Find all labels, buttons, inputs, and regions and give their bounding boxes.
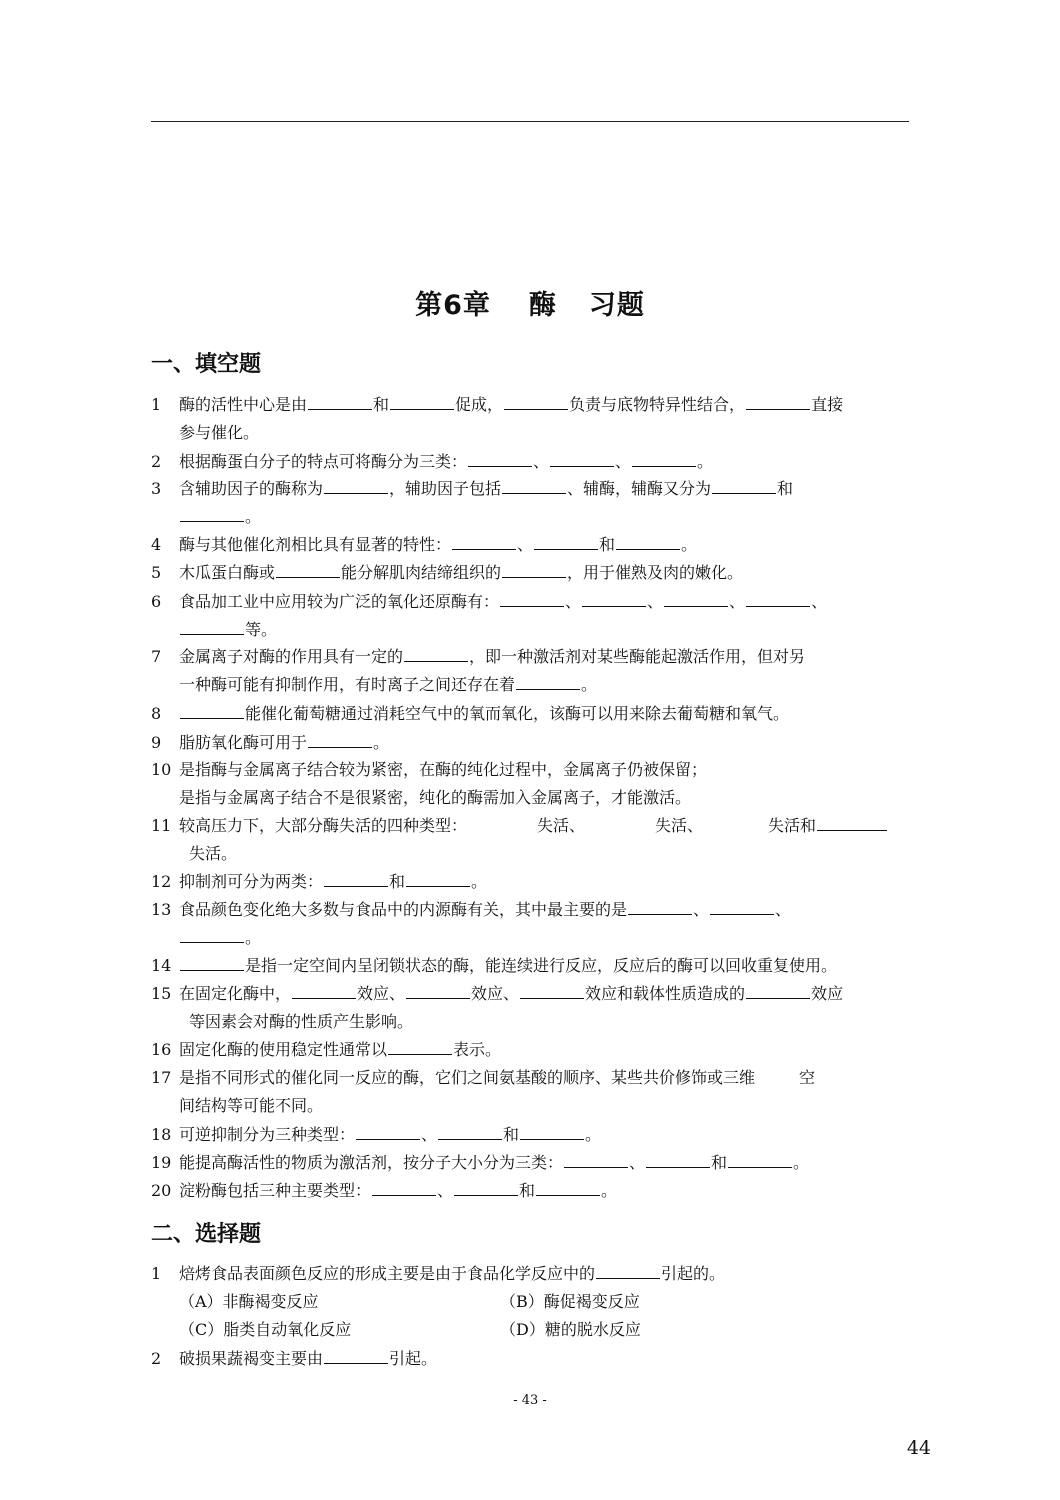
chapter-topic: 酶 [528, 290, 557, 321]
question-number: 14 [151, 956, 172, 975]
choice-option-a[interactable]: （A）非酶褐变反应 [179, 1292, 319, 1311]
question-text: 、 [811, 592, 828, 611]
question-text: 能提高酶活性的物质为激活剂，按分子大小分为三类： [179, 1153, 564, 1172]
header-rule [151, 121, 909, 122]
question-text: 、 [729, 592, 746, 611]
question-continuation: 是指与金属离子结合不是很紧密，纯化的酶需加入金属离子，才能激活。 [179, 788, 692, 807]
question-text: 。 [601, 1181, 618, 1200]
answer-blank[interactable] [516, 673, 580, 690]
fill-question-11 [151, 812, 913, 868]
answer-blank[interactable] [502, 561, 566, 578]
question-text: 含辅助因子的酶称为 [179, 479, 324, 498]
question-text: 表示。 [453, 1040, 502, 1059]
question-text: 直接 [811, 395, 844, 414]
question-text: 和 [373, 395, 390, 414]
answer-blank[interactable] [504, 393, 568, 410]
answer-blank[interactable] [438, 1123, 502, 1140]
fill-question-2 [151, 448, 913, 476]
question-text: 效应 [811, 984, 844, 1003]
question-text: 根据酶蛋白分子的特点可将酶分为三类： [179, 452, 468, 471]
question-text: 和 [711, 1153, 728, 1172]
answer-blank[interactable] [628, 898, 692, 915]
question-number: 9 [151, 733, 162, 752]
answer-blank[interactable] [180, 618, 244, 635]
question-text: 、 [775, 900, 792, 919]
question-text: 。 [373, 733, 390, 752]
answer-blank[interactable] [502, 477, 566, 494]
answer-blank[interactable] [324, 870, 388, 887]
question-text: 食品加工业中应用较为广泛的氧化还原酶有： [179, 592, 500, 611]
question-text: 较高压力下，大部分酶失活的四种类型： [179, 816, 468, 835]
question-text: 、 [565, 592, 582, 611]
fill-question-6 [151, 588, 913, 644]
answer-blank[interactable] [468, 450, 532, 467]
question-number: 17 [151, 1068, 172, 1087]
fill-question-3 [151, 475, 913, 531]
answer-blank[interactable] [500, 590, 564, 607]
chapter-number: 第6章 [415, 290, 491, 321]
fill-question-10 [151, 756, 913, 812]
answer-blank[interactable] [390, 393, 454, 410]
question-text: 。 [793, 1153, 810, 1172]
answer-blank[interactable] [582, 590, 646, 607]
fill-question-20 [151, 1177, 913, 1205]
answer-blank[interactable] [276, 561, 340, 578]
fill-question-1 [151, 391, 913, 447]
question-text: 能催化葡萄糖通过消耗空气中的氧而氧化，该酶可以用来除去葡萄糖和氧气。 [245, 704, 790, 723]
question-text: 食品颜色变化绝大多数与食品中的内源酶有关，其中最主要的是 [179, 900, 628, 919]
answer-blank[interactable] [356, 1123, 420, 1140]
answer-blank[interactable] [454, 1179, 518, 1196]
answer-blank[interactable] [712, 477, 776, 494]
question-text: 能分解肌肉结缔组织的 [341, 563, 502, 582]
question-text: 效应、 [471, 984, 520, 1003]
question-text: 和 [777, 479, 794, 498]
answer-blank[interactable] [710, 898, 774, 915]
question-number: 4 [151, 535, 162, 554]
answer-blank[interactable] [520, 1123, 584, 1140]
question-text: 固定化酶的使用稳定性通常以 [179, 1040, 388, 1059]
question-text: 金属离子对酶的作用具有一定的 [179, 647, 404, 666]
answer-blank[interactable] [664, 590, 728, 607]
question-text: 失活和 [768, 816, 817, 835]
question-text: 焙烤食品表面颜色反应的形成主要是由于食品化学反应中的 [179, 1264, 596, 1283]
question-text: 。 [585, 1125, 602, 1144]
question-text: 。 [681, 535, 698, 554]
question-text: 、 [533, 452, 550, 471]
answer-blank[interactable] [180, 954, 244, 971]
answer-blank[interactable] [564, 1151, 628, 1168]
fill-question-13 [151, 896, 913, 952]
question-number: 12 [151, 872, 172, 891]
question-text: 失活、 [655, 816, 704, 835]
answer-blank[interactable] [180, 926, 244, 943]
answer-blank[interactable] [452, 533, 516, 550]
answer-blank[interactable] [728, 1151, 792, 1168]
question-text: 淀粉酶包括三种主要类型： [179, 1181, 372, 1200]
question-text: 、 [647, 592, 664, 611]
question-number: 10 [151, 760, 172, 779]
question-text: 、 [437, 1181, 454, 1200]
choice-option-c[interactable]: （C）脂类自动氧化反应 [179, 1320, 352, 1339]
fill-question-17 [151, 1064, 913, 1120]
question-number: 11 [151, 816, 172, 835]
fill-question-4 [151, 531, 913, 559]
fill-question-15 [151, 980, 913, 1036]
question-continuation [151, 503, 913, 531]
answer-blank[interactable] [520, 982, 584, 999]
question-text: 破损果蔬褐变主要由 [179, 1349, 324, 1368]
answer-blank[interactable] [308, 393, 372, 410]
answer-blank[interactable] [536, 1179, 600, 1196]
question-number: 8 [151, 704, 162, 723]
choice-question-1 [151, 1260, 913, 1288]
answer-blank[interactable] [292, 982, 356, 999]
chapter-title [0, 283, 1060, 322]
fill-question-9 [151, 729, 913, 757]
answer-blank[interactable] [180, 505, 244, 522]
question-text: ，用于催熟及肉的嫩化。 [567, 563, 744, 582]
question-text: 。 [245, 928, 262, 947]
choice-option-d[interactable]: （D）糖的脱水反应 [500, 1320, 641, 1339]
question-text: 、 [629, 1153, 646, 1172]
fill-question-14 [151, 952, 913, 980]
question-text: 效应和载体性质造成的 [585, 984, 746, 1003]
answer-blank[interactable] [746, 982, 810, 999]
answer-blank[interactable] [324, 477, 388, 494]
question-continuation: 间结构等可能不同。 [179, 1096, 324, 1115]
answer-blank[interactable] [406, 870, 470, 887]
answer-blank[interactable] [180, 702, 244, 719]
question-text: 是指酶与金属离子结合较为紧密，在酶的纯化过程中，金属离子仍被保留； [179, 760, 708, 779]
question-number: 16 [151, 1040, 172, 1059]
question-text: 一种酶可能有抑制作用，有时离子之间还存在着 [179, 675, 516, 694]
answer-blank[interactable] [746, 590, 810, 607]
question-number: 7 [151, 647, 162, 666]
question-text: 和 [389, 872, 406, 891]
question-text: 和 [599, 535, 616, 554]
sheet-number: 44 [906, 1437, 931, 1459]
answer-blank[interactable] [550, 450, 614, 467]
answer-blank[interactable] [632, 450, 696, 467]
question-number: 20 [151, 1181, 172, 1200]
fill-question-16 [151, 1036, 913, 1064]
answer-blank[interactable] [406, 982, 470, 999]
question-number: 3 [151, 479, 162, 498]
question-text: 、 [421, 1125, 438, 1144]
question-text: 抑制剂可分为两类： [179, 872, 324, 891]
question-number: 5 [151, 563, 162, 582]
question-text: 。 [245, 507, 262, 526]
answer-blank[interactable] [616, 533, 680, 550]
question-number: 6 [151, 592, 162, 611]
question-text: 脂肪氧化酶可用于 [179, 733, 308, 752]
answer-blank[interactable] [646, 1151, 710, 1168]
question-text: 负责与底物特异性结合， [569, 395, 746, 414]
question-text: 、 [517, 535, 534, 554]
question-number: 2 [151, 1349, 162, 1368]
question-text: 、辅酶，辅酶又分为 [567, 479, 712, 498]
answer-blank[interactable] [388, 1038, 452, 1055]
answer-blank[interactable] [404, 645, 468, 662]
answer-blank[interactable] [596, 1262, 660, 1279]
question-text: 促成， [455, 395, 504, 414]
chapter-suffix: 习题 [588, 290, 645, 321]
fill-question-7 [151, 643, 913, 699]
question-text: ，即一种激活剂对某些酶能起激活作用，但对另 [469, 647, 806, 666]
answer-blank[interactable] [746, 393, 810, 410]
question-text: 引起。 [389, 1349, 438, 1368]
question-text: 是指一定空间内呈闭锁状态的酶，能连续进行反应，反应后的酶可以回收重复使用。 [245, 956, 838, 975]
question-number: 1 [151, 1264, 162, 1283]
question-number: 2 [151, 452, 162, 471]
fill-question-12 [151, 868, 913, 896]
section-heading-choice: 二、选择题 [151, 1222, 262, 1247]
choice-question-2 [151, 1345, 913, 1373]
fill-question-8 [151, 700, 913, 728]
question-text: 空 [799, 1068, 816, 1087]
question-continuation [151, 616, 913, 644]
question-text: 是指不同形式的催化同一反应的酶，它们之间氨基酸的顺序、某些共价修饰或三维 [179, 1068, 756, 1087]
answer-blank[interactable] [372, 1179, 436, 1196]
answer-blank[interactable] [324, 1347, 388, 1364]
answer-blank[interactable] [308, 731, 372, 748]
question-text: 酶的活性中心是由 [179, 395, 308, 414]
question-text: 、 [615, 452, 632, 471]
question-continuation: 失活。 [189, 844, 238, 863]
question-number: 19 [151, 1153, 172, 1172]
question-continuation [151, 924, 913, 952]
question-continuation: 等因素会对酶的性质产生影响。 [189, 1012, 414, 1031]
question-text: 木瓜蛋白酶或 [179, 563, 276, 582]
question-text: 失活、 [537, 816, 586, 835]
question-continuation: 参与催化。 [179, 423, 260, 442]
question-text: 可逆抑制分为三种类型： [179, 1125, 356, 1144]
question-number: 13 [151, 900, 172, 919]
question-text: 和 [519, 1181, 536, 1200]
fill-question-18 [151, 1121, 913, 1149]
question-number: 15 [151, 984, 172, 1003]
question-text: 酶与其他催化剂相比具有显著的特性： [179, 535, 452, 554]
answer-blank[interactable] [817, 814, 887, 831]
fill-question-19 [151, 1149, 913, 1177]
answer-blank[interactable] [534, 533, 598, 550]
page-footer-number: - 43 - [513, 1393, 547, 1408]
question-continuation [151, 671, 913, 699]
question-text: 等。 [245, 620, 278, 639]
fill-question-5 [151, 559, 913, 587]
question-text: 在固定化酶中， [179, 984, 292, 1003]
section-heading-fill: 一、填空题 [151, 352, 262, 377]
question-number: 1 [151, 395, 162, 414]
question-text: 。 [471, 872, 488, 891]
question-text: 效应、 [357, 984, 406, 1003]
choice-option-b[interactable]: （B）酶促褐变反应 [500, 1292, 640, 1311]
question-text: ，辅助因子包括 [389, 479, 502, 498]
question-text: 、 [693, 900, 710, 919]
question-text: 。 [581, 675, 598, 694]
question-text: 。 [697, 452, 714, 471]
question-text: 和 [503, 1125, 520, 1144]
question-number: 18 [151, 1125, 172, 1144]
question-text: 引起的。 [661, 1264, 726, 1283]
